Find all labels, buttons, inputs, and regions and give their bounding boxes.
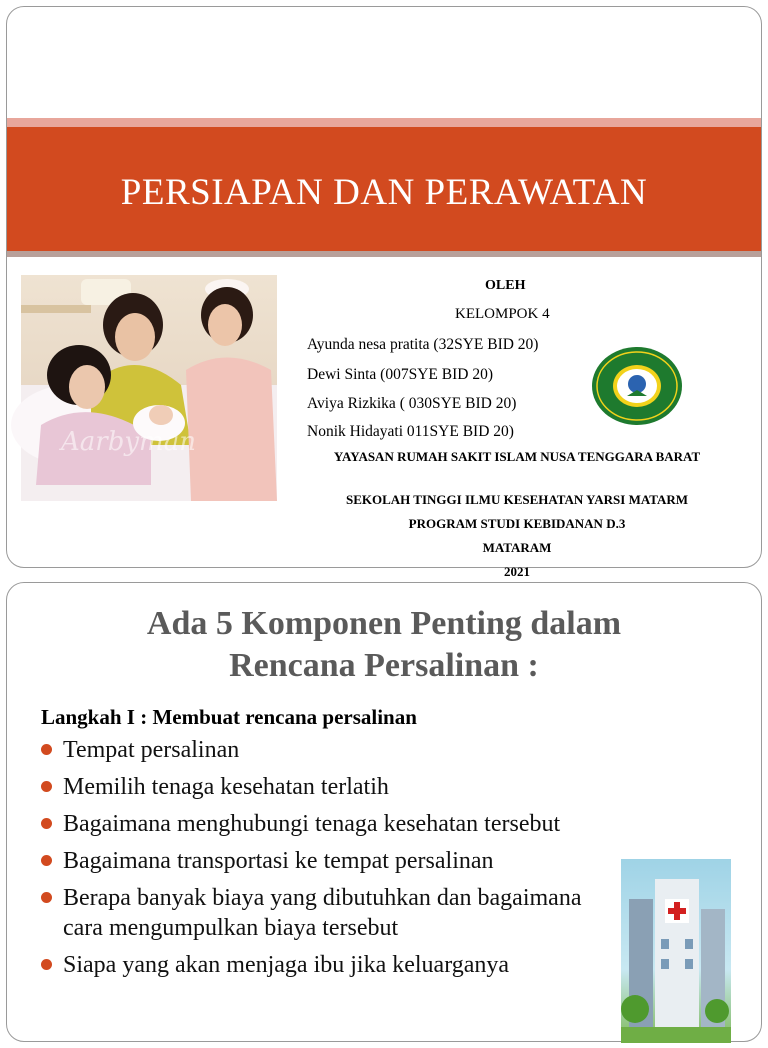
photo-watermark: Aarbyman — [61, 427, 196, 457]
list-item: Siapa yang akan menjaga ibu jika keluarganya — [41, 950, 601, 980]
member-2: Dewi Sinta (007SYE BID 20) — [307, 366, 493, 383]
member-3: Aviya Rizkika ( 030SYE BID 20) — [307, 395, 517, 412]
list-item: Bagaimana menghubungi tenaga kesehatan tersebut — [41, 809, 601, 839]
title-band-accent — [7, 118, 761, 127]
title-band — [7, 127, 761, 251]
slide-heading — [7, 603, 761, 687]
slide-components — [6, 582, 762, 1042]
bullet-icon — [41, 892, 52, 903]
institution-program: PROGRAM STUDI KEBIDANAN D.3 — [408, 516, 626, 531]
by-label: OLEH — [485, 278, 526, 293]
list-item: Berapa banyak biaya yang dibutuhkan dan bagaimana cara mengumpulkan biaya tersebut — [41, 883, 601, 943]
slide-heading-line-2: Rencana Persalinan : — [229, 647, 539, 684]
list-item: Bagaimana transportasi ke tempat persalinan — [41, 846, 601, 876]
member-1: Ayunda nesa pratita (32SYE BID 20) — [307, 336, 539, 353]
title-band-shadow — [7, 251, 761, 257]
bullet-icon — [41, 781, 52, 792]
member-4: Nonik Hidayati 011SYE BID 20) — [307, 423, 514, 440]
institution-foundation: YAYASAN RUMAH SAKIT ISLAM NUSA TENGGARA BARAT — [333, 449, 701, 464]
step-heading: Langkah I : Membuat rencana persalinan — [41, 705, 417, 729]
list-item: Memilih tenaga kesehatan terlatih — [41, 772, 601, 802]
hospital-building-clipart — [621, 859, 731, 1043]
stikes-yarsi-logo — [591, 346, 683, 426]
list-item: Tempat persalinan — [41, 735, 601, 765]
presentation-title: PERSIAPAN DAN PERAWATAN — [120, 171, 648, 213]
bullet-list — [41, 735, 601, 987]
group-label: KELOMPOK 4 — [455, 306, 550, 322]
bullet-icon — [41, 744, 52, 755]
institution-city: MATARAM — [482, 540, 552, 555]
slide-heading-line-1: Ada 5 Komponen Penting dalam — [146, 605, 622, 642]
bullet-icon — [41, 959, 52, 970]
institution-school: SEKOLAH TINGGI ILMU KESEHATAN YARSI MATARM — [345, 492, 689, 507]
institution-year: 2021 — [504, 564, 530, 579]
bullet-icon — [41, 855, 52, 866]
mother-newborn-nurse-photo — [21, 275, 277, 501]
bullet-icon — [41, 818, 52, 829]
slide-title — [6, 6, 762, 579]
